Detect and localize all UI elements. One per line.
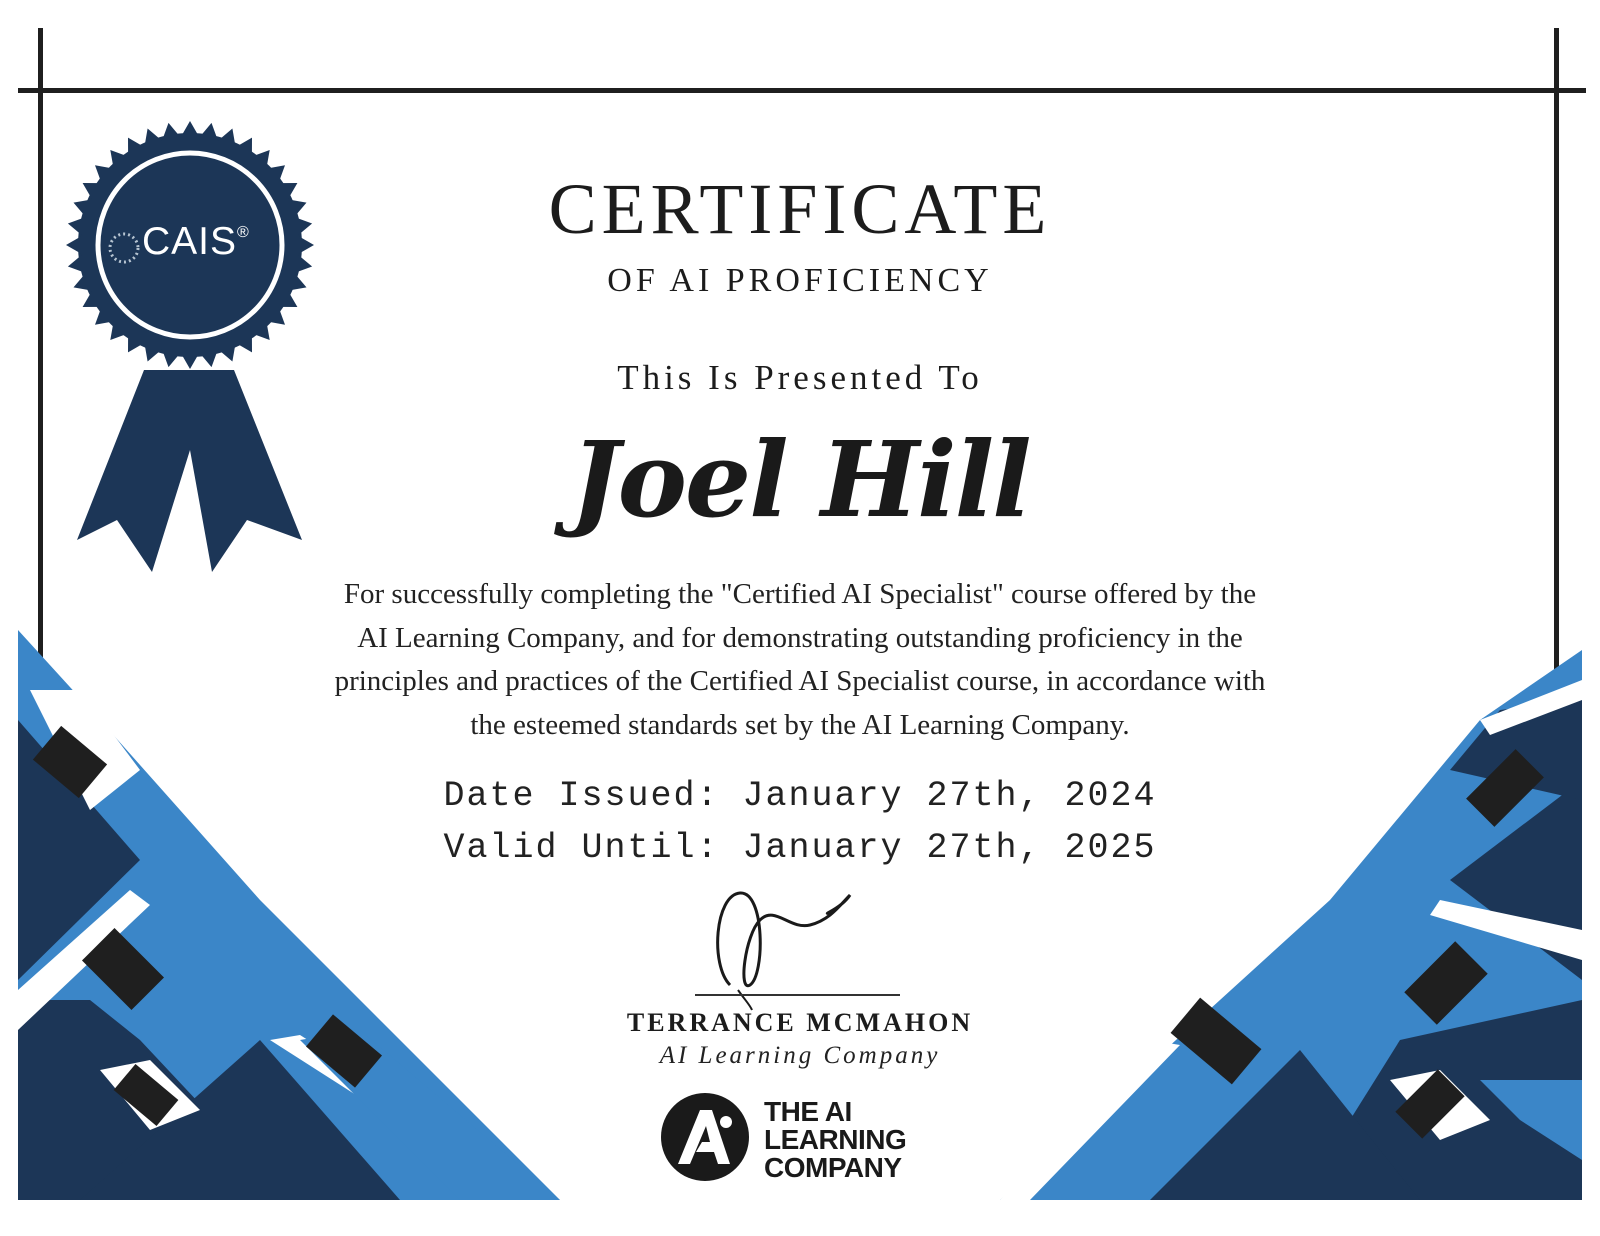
signer-name: TERRANCE MCMAHON bbox=[626, 1008, 974, 1037]
body-line-3: principles and practices of the Certified AI Specialist course, in accordance with bbox=[334, 665, 1266, 697]
body-line-2: AI Learning Company, and for demonstrating outstanding proficiency in the bbox=[357, 622, 1243, 654]
company-logo-icon bbox=[660, 1092, 750, 1182]
presented-to-label: This Is Presented To bbox=[617, 358, 983, 397]
certificate-subtitle: OF AI PROFICIENCY bbox=[607, 262, 993, 299]
body-line-1: For successfully completing the "Certified AI Specialist" course offered by the bbox=[343, 578, 1257, 610]
signer-organization: AI Learning Company bbox=[659, 1042, 941, 1069]
company-logo-wordmark: THE AI LEARNING COMPANY bbox=[764, 1096, 907, 1183]
badge-label: CAIS® bbox=[142, 220, 250, 263]
signature-graphic bbox=[690, 875, 930, 1015]
body-line-4: the esteemed standards set by the AI Learning Company. bbox=[470, 709, 1130, 741]
date-issued: Date Issued: January 27th, 2024 bbox=[443, 776, 1157, 816]
certificate-title: CERTIFICATE bbox=[548, 169, 1052, 249]
valid-until: Valid Until: January 27th, 2025 bbox=[443, 828, 1157, 868]
recipient-name: Joel Hill bbox=[570, 418, 1030, 541]
